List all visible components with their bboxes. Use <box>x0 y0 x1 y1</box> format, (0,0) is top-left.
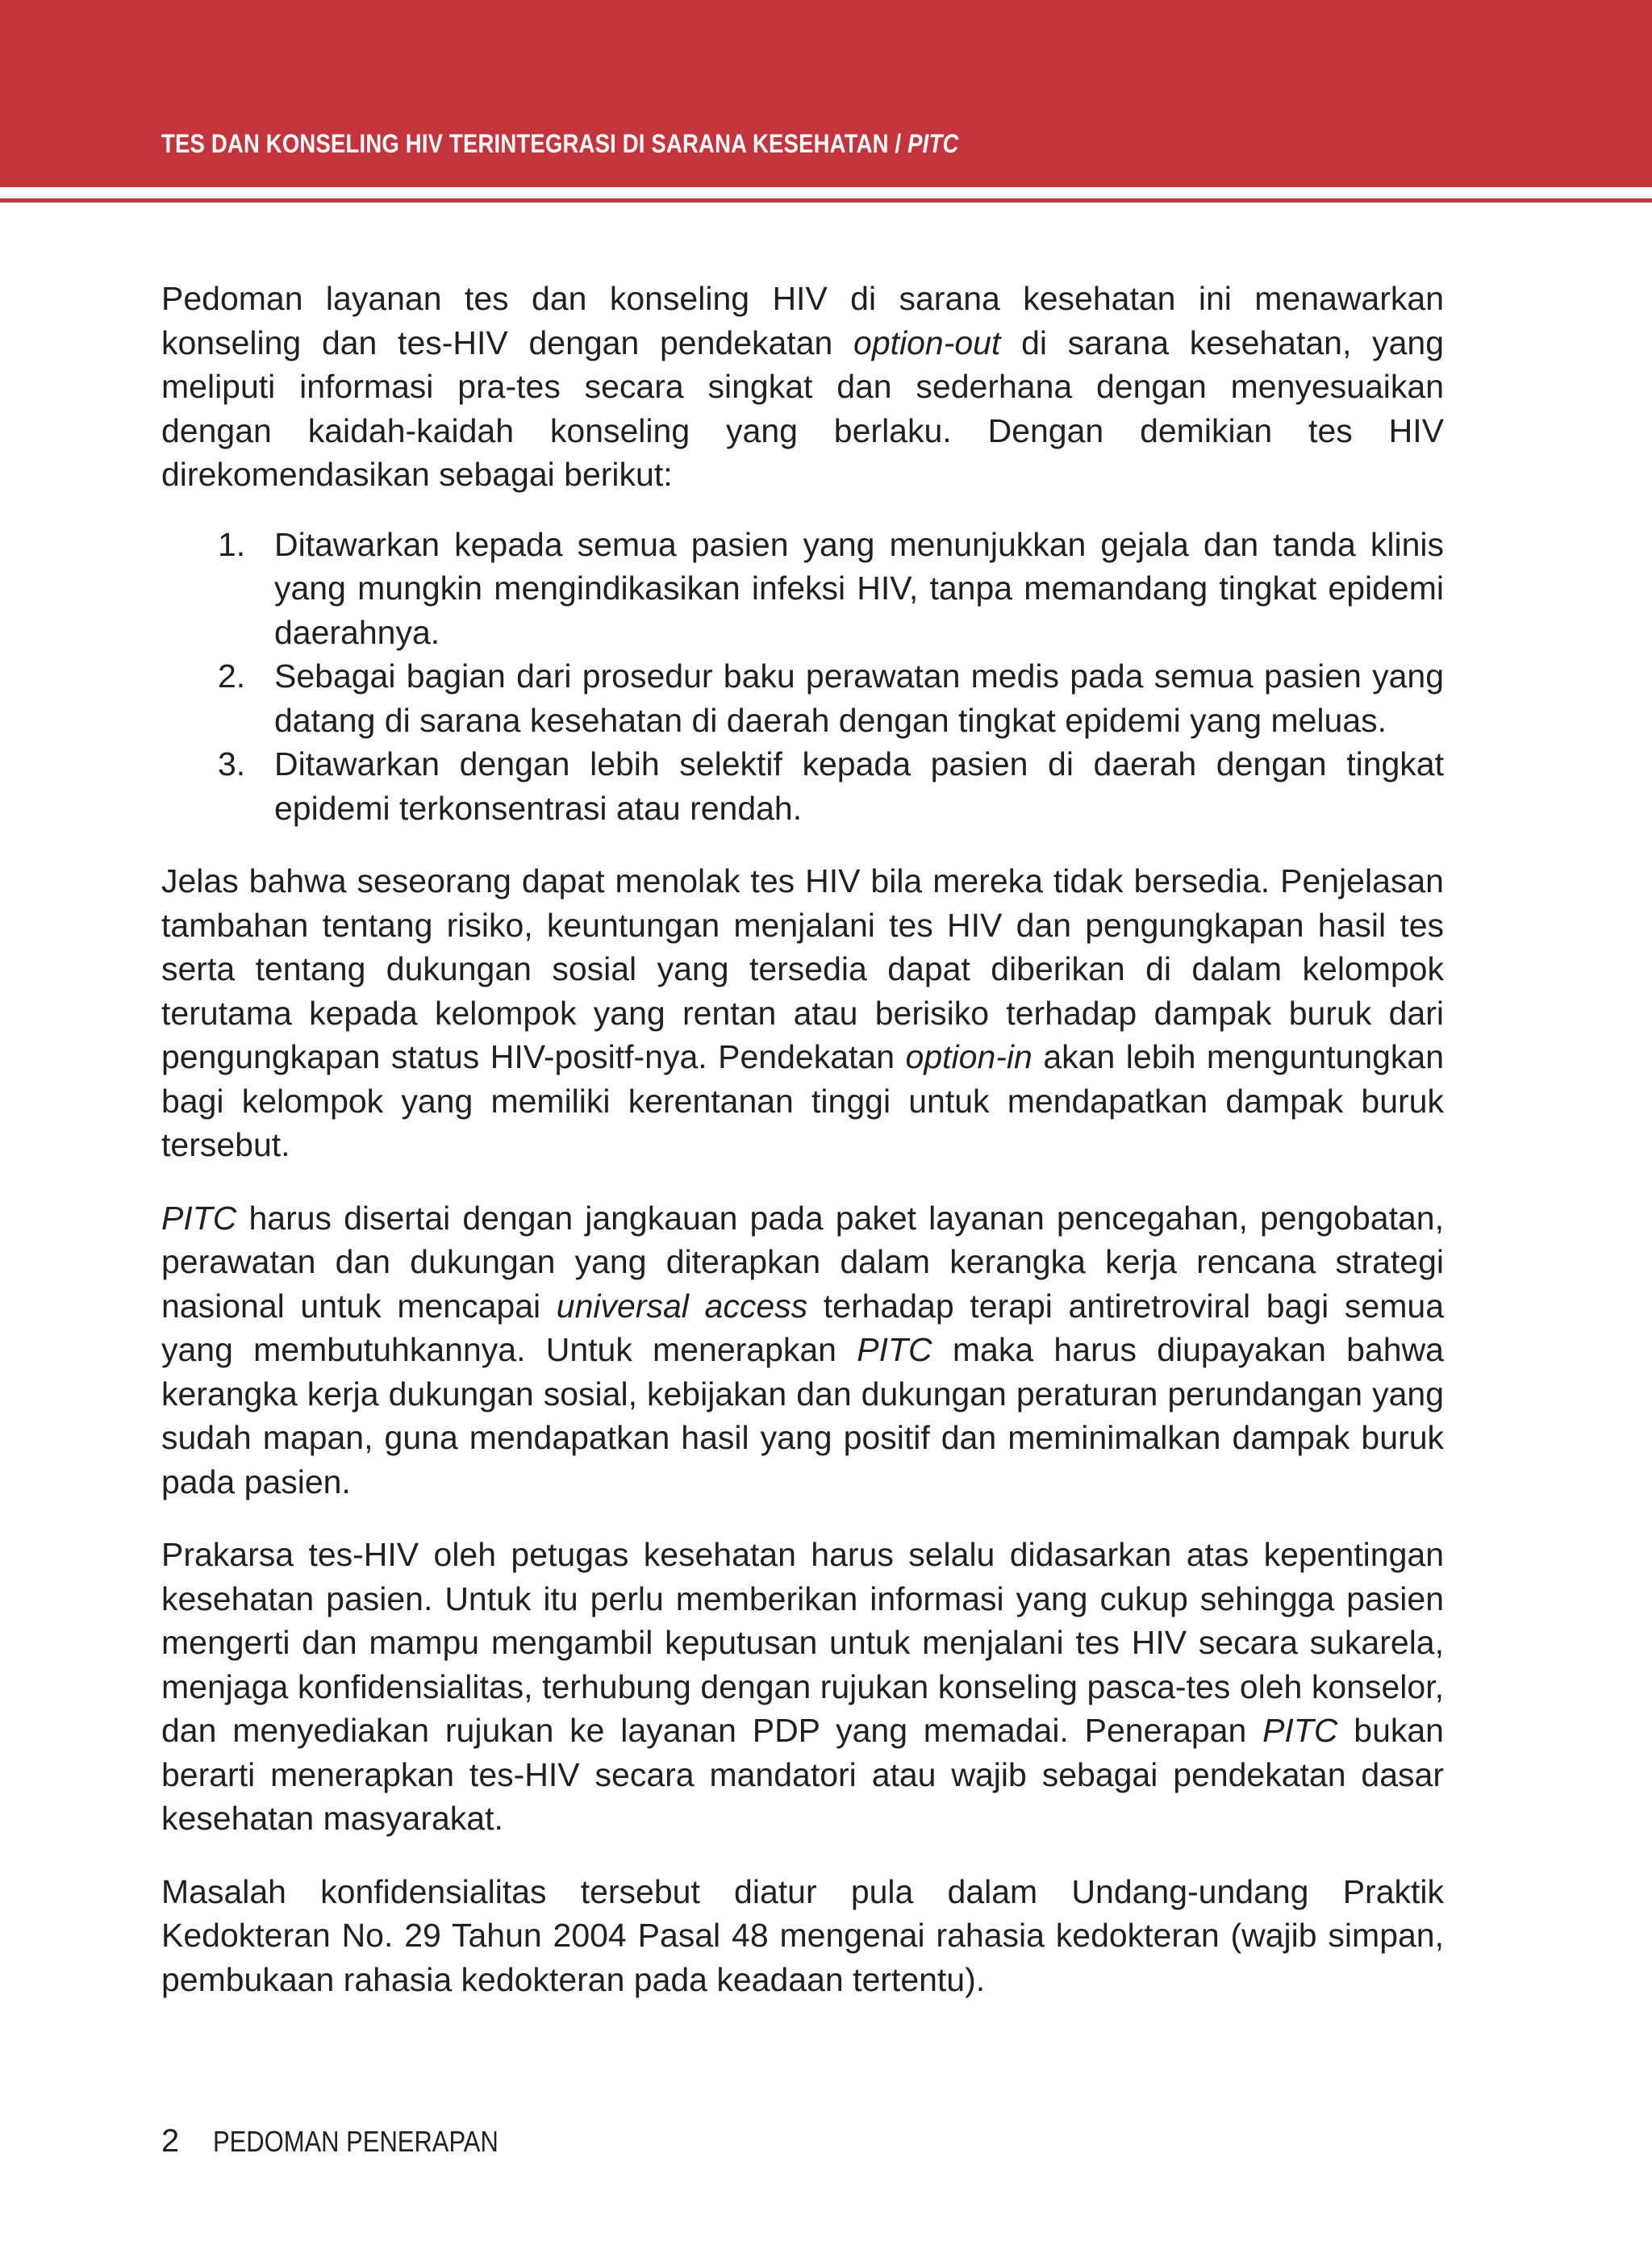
list-item <box>218 654 1444 742</box>
paragraph-1 <box>161 277 1444 497</box>
recommendation-list <box>161 523 1444 831</box>
text-run: Prakarsa tes-HIV oleh petugas kesehatan harus selalu didasarkan atas kepentingan kesehatan pasien. Untuk itu perlu memberikan informasi yang cukup sehingga pasien mengerti dan mampu mengambil keputusan untuk menjalani tes HIV secara sukarela, menjaga konfidensialitas, terhubung dengan rujukan konseling pasca-tes oleh konselor, dan menyediakan rujukan ke layanan PDP yang memadai. Penerapan <box>161 1536 1444 1749</box>
paragraph-2 <box>161 859 1444 1167</box>
page-number: 2 <box>161 2123 180 2159</box>
italic-term: universal access <box>556 1287 808 1325</box>
list-number: 1. <box>218 525 246 563</box>
running-header <box>161 129 959 159</box>
paragraph-3 <box>161 1196 1444 1504</box>
text-run: maka harus diupayakan bahwa kerangka kerja dukungan sosial, kebijakan dan dukungan peraturan perundangan yang sudah mapan, guna mendapatkan hasil yang positif dan meminimalkan dampak buruk pada pasien. <box>161 1331 1444 1500</box>
header-band <box>0 0 1652 187</box>
header-rule <box>0 198 1652 202</box>
list-text: Sebagai bagian dari prosedur baku perawatan medis pada semua pasien yang datang di sarana kesehatan di daerah dengan tingkat epidemi yang meluas. <box>274 657 1444 739</box>
paragraph-5 <box>161 1870 1444 2002</box>
italic-term: PITC <box>857 1331 932 1368</box>
list-number: 3. <box>218 745 246 782</box>
italic-term: option-in <box>905 1038 1032 1075</box>
italic-term: option-out <box>853 323 1001 361</box>
running-header-text: TES DAN KONSELING HIV TERINTEGRASI DI SARANA KESEHATAN / <box>161 129 908 158</box>
text-run: di sarana kesehatan, yang meliputi informasi pra-tes secara singkat dan sederhana dengan menyesuaikan dengan kaidah-kaidah konseling yang berlaku. Dengan demikian tes HIV direkomendasikan sebagai berikut: <box>161 323 1444 493</box>
text-run: Masalah konfidensialitas tersebut diatur pula dalam Undang-undang Praktik Kedokteran No. 29 Tahun 2004 Pasal 48 mengenai rahasia kedokteran (wajib simpan, pembukaan rahasia kedokteran pada keadaan tertentu). <box>161 1872 1444 1998</box>
body-text <box>161 277 1444 2030</box>
footer-label: PEDOMAN PENERAPAN <box>213 2125 499 2158</box>
list-item <box>218 523 1444 655</box>
text-run: terhadap terapi antiretroviral bagi semua yang membutuhkannya. Untuk menerapkan <box>161 1287 1444 1368</box>
text-run: Jelas bahwa seseorang dapat menolak tes HIV bila mereka tidak bersedia. Penjelasan tambahan tentang risiko, keuntungan menjalani tes HIV dan pengungkapan hasil tes serta tentang dukungan sosial yang tersedia dapat diberikan di dalam kelompok terutama kepada kelompok yang rentan atau berisiko terhadap dampak buruk dari pengungkapan status HIV-positf-nya. Pendekatan <box>161 862 1444 1075</box>
text-run: harus disertai dengan jangkauan pada paket layanan pencegahan, pengobatan, perawatan dan dukungan yang diterapkan dalam kerangka kerja rencana strategi nasional untuk mencapai <box>161 1199 1444 1325</box>
page-footer <box>161 2123 545 2160</box>
list-number: 2. <box>218 657 246 695</box>
list-item <box>218 742 1444 830</box>
text-run: Pedoman layanan tes dan konseling HIV di sarana kesehatan ini menawarkan konseling dan tes-HIV dengan pendekatan <box>161 280 1444 361</box>
list-text: Ditawarkan kepada semua pasien yang menunjukkan gejala dan tanda klinis yang mungkin mengindikasikan infeksi HIV, tanpa memandang tingkat epidemi daerahnya. <box>274 525 1444 651</box>
running-header-italic: PITC <box>907 129 959 158</box>
text-run: akan lebih menguntungkan bagi kelompok yang memiliki kerentanan tinggi untuk mendapatkan dampak buruk tersebut. <box>161 1038 1444 1163</box>
text-run: bukan berarti menerapkan tes-HIV secara mandatori atau wajib sebagai pendekatan dasar kesehatan masyarakat. <box>161 1712 1444 1837</box>
italic-term: PITC <box>161 1199 237 1237</box>
italic-term: PITC <box>1262 1712 1338 1749</box>
list-text: Ditawarkan dengan lebih selektif kepada pasien di daerah dengan tingkat epidemi terkonsentrasi atau rendah. <box>274 745 1444 827</box>
paragraph-4 <box>161 1533 1444 1841</box>
